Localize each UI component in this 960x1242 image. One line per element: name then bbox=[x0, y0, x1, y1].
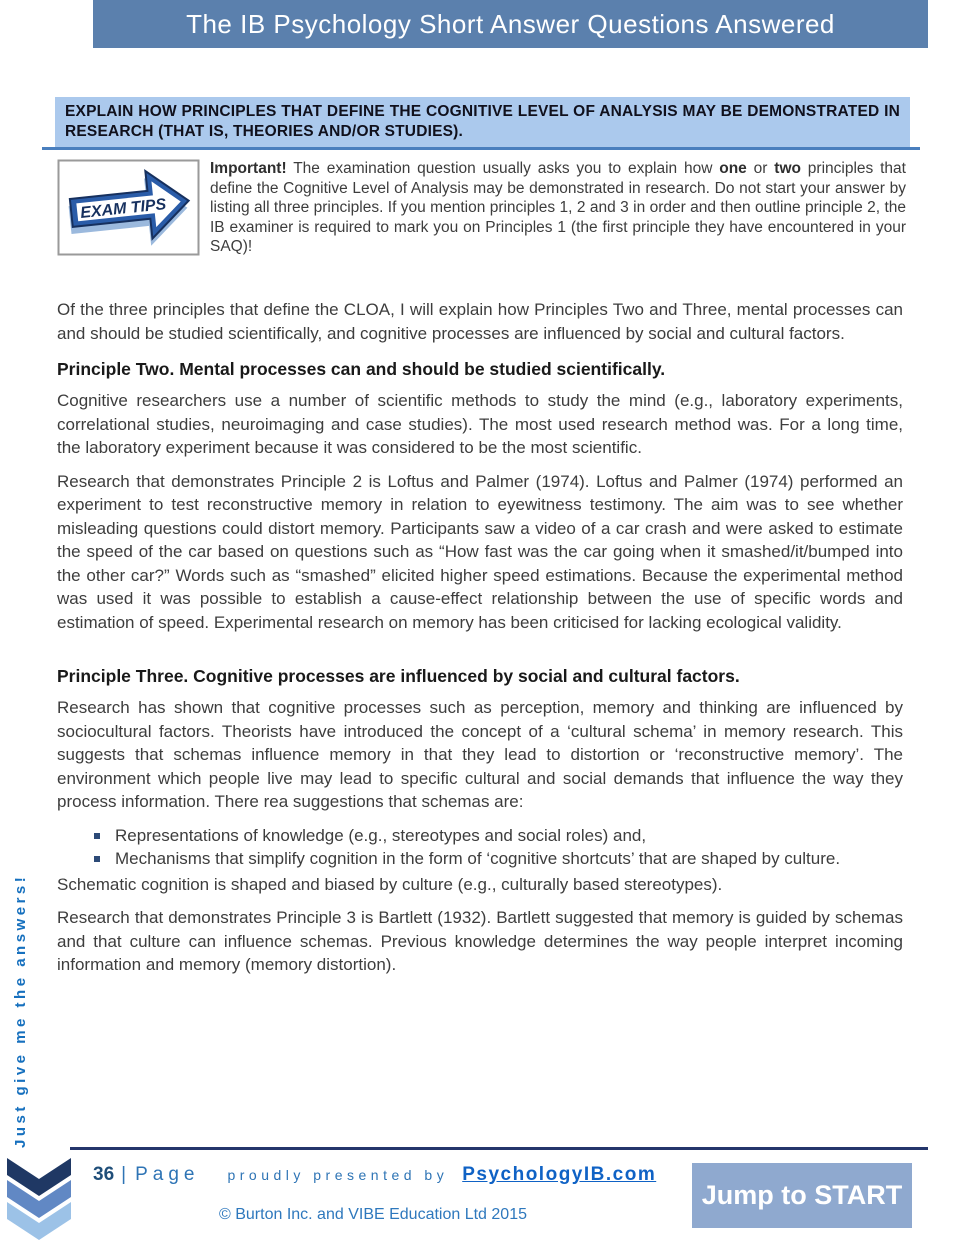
exam-tips-icon-label: EXAM TIPS bbox=[79, 196, 168, 222]
exam-tips-text: Important! The examination question usually asks you to explain how one or two principles that define the Cognitive Level of Analysis may be demonstrated in research. Do not start your answer by listing all three principles. If you mention principles 1, 2 and 3 in order and then outline principle 2, the IB examiner is required to mark you on Principles 1 (the first principle they have encountered in your SAQ)! bbox=[210, 160, 906, 256]
schematic-note: Schematic cognition is shaped and biased by culture (e.g., culturally based stereotypes). bbox=[57, 874, 723, 894]
principle-two-paragraph-2: Research that demonstrates Principle 2 is Loftus and Palmer (1974). Loftus and Palmer (1974) performed an experiment to test reconstructive memory in relation to eyewitness testimony. The aim was to see whether misleading questions could distort memory. Participants saw a video of a car crash and were asked to estimate the speed of the car based on questions such as “How fast was the car going when it smashed/it/bumped into the other car?” Words such as “smashed” elicited higher speed estimations. Because the experimental method was used it was possible to establish a cause-effect relationship between the use of specific words and estimation of speed. Experimental research on memory has been criticised for lacking ecological validity. bbox=[57, 471, 903, 632]
list-item: Mechanisms that simplify cognition in the form of ‘cognitive shortcuts’ that are shaped by culture. bbox=[115, 847, 903, 871]
principle-two-paragraph-1: Cognitive researchers use a number of scientific methods to study the mind (e.g., laboratory experiments, correlational studies, neuroimaging and case studies). The most used research method was. For a long time, the laboratory experiment because it was considered to be the most scientific. bbox=[57, 391, 903, 457]
chevrons-icon bbox=[5, 1158, 73, 1240]
principle-three-heading: Principle Three. Cognitive processes are influenced by social and cultural factors. bbox=[57, 666, 740, 686]
divider-line bbox=[42, 147, 920, 150]
jump-to-start-button[interactable]: Jump to START bbox=[692, 1163, 912, 1228]
principle-two-heading: Principle Two. Mental processes can and should be studied scientifically. bbox=[57, 359, 666, 379]
presented-by-text: proudly presented by bbox=[227, 1167, 449, 1183]
question-heading-box bbox=[55, 97, 910, 147]
footer-divider-line bbox=[70, 1147, 928, 1150]
schema-bullet-list bbox=[57, 824, 903, 871]
psychologyib-link[interactable]: PsychologyIB.com bbox=[462, 1164, 657, 1185]
sidebar-vertical-text: Just give me the answers! bbox=[12, 873, 29, 1148]
principle-three-paragraph-2: Research that demonstrates Principle 3 is Bartlett (1932). Bartlett suggested that memory is guided by schemas and that culture can influence schemas. Previous knowledge determines the way people interpret incoming information and memory (memory distortion). bbox=[57, 908, 903, 974]
footer-text bbox=[93, 1164, 656, 1186]
document-header-bar bbox=[93, 0, 928, 48]
document-title: The IB Psychology Short Answer Questions Answered bbox=[186, 8, 835, 39]
intro-paragraph: Of the three principles that define the CLOA, I will explain how Principles Two and Three, mental processes can and should be studied scientifically, and cognitive processes are influenced by social and cultural factors. bbox=[57, 300, 903, 343]
question-text: EXPLAIN HOW PRINCIPLES THAT DEFINE THE COGNITIVE LEVEL OF ANALYSIS MAY BE DEMONSTRATED IN RESEARCH (THAT IS, THEORIES AND/OR STUDIES). bbox=[65, 103, 900, 140]
page-number: 36 bbox=[93, 1164, 115, 1185]
important-label: Important! bbox=[210, 160, 287, 177]
page-separator: | bbox=[121, 1164, 127, 1185]
exam-tips-image bbox=[57, 159, 200, 256]
page-label: Page bbox=[135, 1164, 200, 1185]
principle-three-paragraph-1: Research has shown that cognitive processes such as perception, memory and thinking are influenced by sociocultural factors. Theorists have introduced the concept of a ‘cultural schema’ in memory research. This suggests that schemas influence memory in that they lead to distortion or ‘reconstructive memory’. The environment which people live may lead to specific cultural and social demands that influence the way they process information. There rea suggestions that schemas are: bbox=[57, 698, 903, 811]
exam-tips-arrow-icon bbox=[57, 159, 200, 256]
list-item: Representations of knowledge (e.g., stereotypes and social roles) and, bbox=[115, 824, 903, 848]
document-body bbox=[57, 298, 903, 987]
copyright-text: © Burton Inc. and VIBE Education Ltd 2015 bbox=[219, 1206, 527, 1223]
